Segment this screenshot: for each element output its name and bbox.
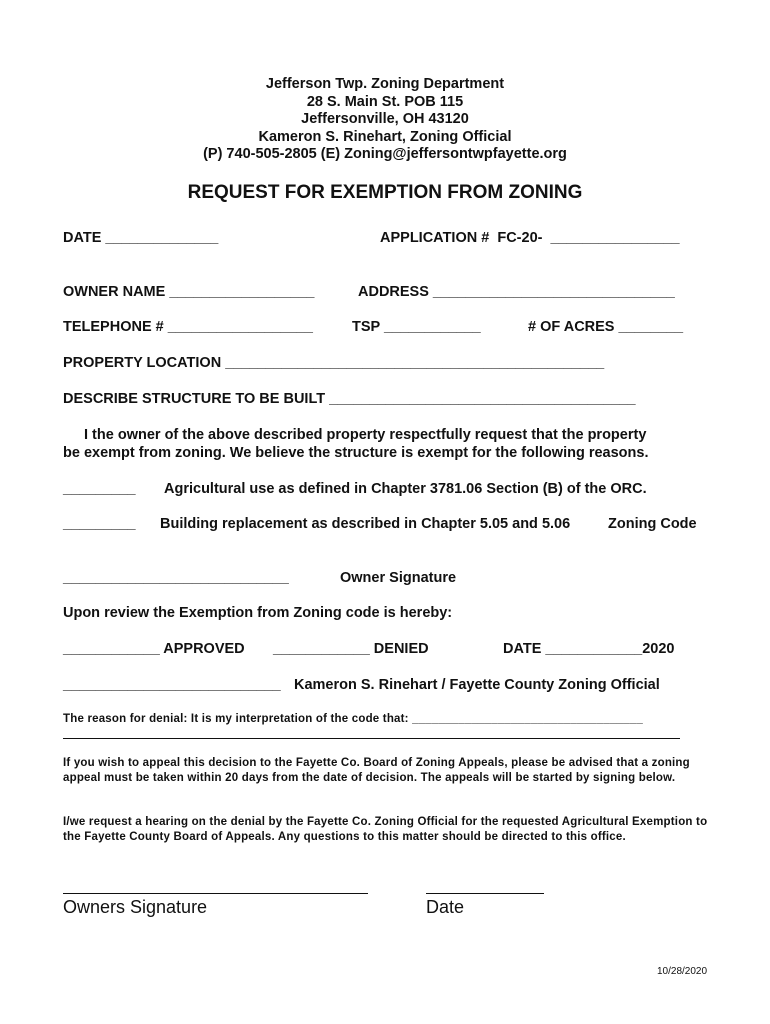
header-street: 28 S. Main St. POB 115 — [306, 94, 464, 110]
owners-signature-label: Owners Signature — [63, 897, 208, 917]
approved-field[interactable]: ____________ APPROVED — [63, 641, 245, 657]
owner-name-field[interactable]: OWNER NAME __________________ — [63, 284, 315, 300]
review-date-field[interactable]: DATE ____________2020 — [503, 641, 675, 657]
signature-date-label: Date — [426, 897, 465, 917]
tsp-field[interactable]: TSP ____________ — [352, 319, 481, 335]
owners-signature-line[interactable] — [63, 893, 368, 894]
header-contact: (P) 740-505-2805 (E) Zoning@jeffersontwpfayette.org — [203, 146, 567, 162]
review-heading: Upon review the Exemption from Zoning code is hereby: — [63, 605, 453, 621]
signature-date-line[interactable] — [426, 893, 544, 894]
owner-signature-label: Owner Signature — [340, 570, 457, 586]
reason-agricultural-blank[interactable]: _________ — [63, 481, 136, 497]
reason-replacement-blank[interactable]: _________ — [63, 516, 136, 532]
page-title: REQUEST FOR EXEMPTION FROM ZONING — [187, 182, 583, 203]
telephone-field[interactable]: TELEPHONE # __________________ — [63, 319, 313, 335]
official-signature-line[interactable]: ___________________________ — [63, 677, 281, 693]
appeal-notice: If you wish to appeal this decision to the Fayette Co. Board of Zoning Appeals, please be advised that a zoning appeal must be taken within 20 days from the date of decision. The appeals will be started by signing below. — [63, 757, 690, 784]
address-field[interactable]: ADDRESS ______________________________ — [358, 284, 675, 300]
header-department: Jefferson Twp. Zoning Department — [265, 76, 505, 92]
property-location-field[interactable]: PROPERTY LOCATION _______________________________________________ — [63, 355, 605, 371]
header-city: Jeffersonville, OH 43120 — [301, 111, 469, 127]
reason-replacement-text: Building replacement as described in Chapter 5.05 and 5.06 — [160, 516, 571, 532]
reason-agricultural-text: Agricultural use as defined in Chapter 3781.06 Section (B) of the ORC. — [164, 481, 647, 497]
acres-field[interactable]: # OF ACRES ________ — [528, 319, 684, 335]
header-official: Kameron S. Rinehart, Zoning Official — [258, 129, 512, 145]
denial-reason-field[interactable]: The reason for denial: It is my interpretation of the code that: ___________________________________ — [63, 713, 643, 725]
footer-date: 10/28/2020 — [657, 966, 708, 977]
statement-line-1: I the owner of the above described property respectfully request that the property — [84, 427, 647, 443]
describe-structure-field[interactable]: DESCRIBE STRUCTURE TO BE BUILT ______________________________________ — [63, 391, 636, 407]
reason-replacement-suffix: Zoning Code — [608, 516, 697, 532]
statement-line-2: be exempt from zoning. We believe the structure is exempt for the following reasons. — [63, 445, 649, 461]
application-number-field[interactable]: APPLICATION # FC-20- ________________ — [380, 230, 680, 246]
official-signature-label: Kameron S. Rinehart / Fayette County Zoning Official — [294, 677, 660, 693]
owner-signature-line[interactable]: ____________________________ — [63, 570, 289, 586]
denied-field[interactable]: ____________ DENIED — [273, 641, 429, 657]
date-field[interactable]: DATE ______________ — [63, 230, 219, 246]
hearing-request: I/we request a hearing on the denial by the Fayette Co. Zoning Official for the requested Agricultural Exemption to the Fayette County Board of Appeals. Any questions to this matter should be directed to this office. — [63, 816, 708, 843]
denial-reason-continuation-line[interactable] — [63, 738, 680, 739]
